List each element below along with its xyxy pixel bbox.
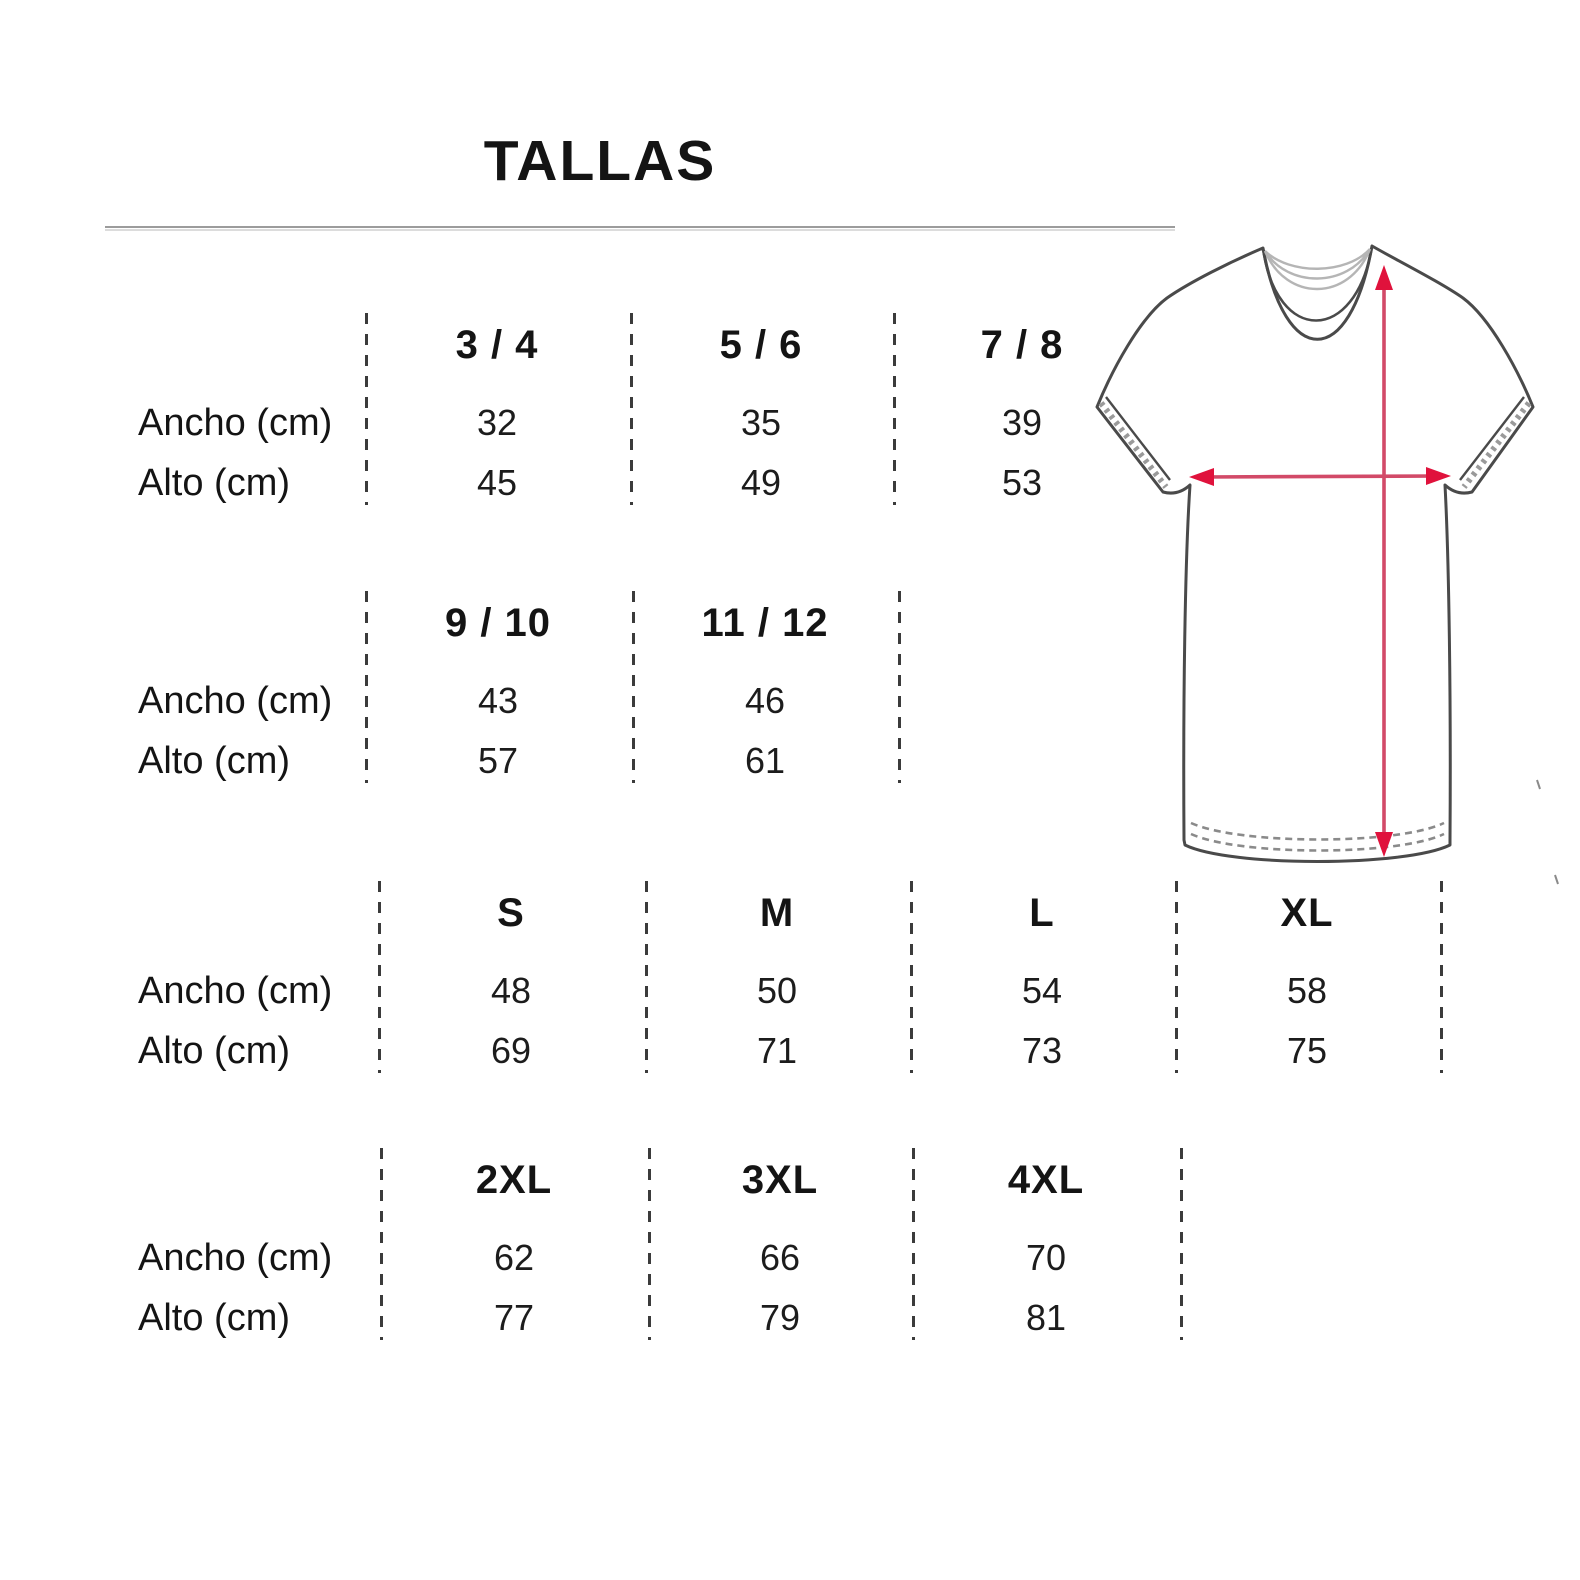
tshirt-outline <box>1097 246 1533 862</box>
column-divider <box>1175 881 1178 1073</box>
height-value: 49 <box>740 462 782 503</box>
width-value: 50 <box>756 970 798 1011</box>
width-value: 48 <box>490 970 532 1011</box>
speck <box>1555 875 1558 884</box>
height-value: 53 <box>1001 462 1043 503</box>
size-header: 2XL <box>475 1158 553 1202</box>
column-divider <box>893 313 896 505</box>
column-divider <box>380 1148 383 1340</box>
height-row-label: Alto (cm) <box>138 1297 290 1339</box>
column-divider <box>912 1148 915 1340</box>
column-divider <box>1180 1148 1183 1340</box>
width-value: 54 <box>1021 970 1063 1011</box>
column-divider <box>645 881 648 1073</box>
width-value: 58 <box>1286 970 1328 1011</box>
size-group-adult <box>0 881 1580 1076</box>
title-divider <box>105 226 1175 228</box>
width-value: 62 <box>493 1237 535 1278</box>
size-header: 3XL <box>741 1158 819 1202</box>
size-header: S <box>497 891 525 935</box>
width-row-label: Ancho (cm) <box>138 970 333 1012</box>
column-divider <box>1440 881 1443 1073</box>
height-row-label: Alto (cm) <box>138 462 290 504</box>
width-row-label: Ancho (cm) <box>138 402 333 444</box>
width-row-label: Ancho (cm) <box>138 680 333 722</box>
width-value: 46 <box>744 680 786 721</box>
width-row-label: Ancho (cm) <box>138 1237 333 1279</box>
height-value: 79 <box>759 1297 801 1338</box>
height-value: 61 <box>744 740 786 781</box>
column-divider <box>378 881 381 1073</box>
height-value: 45 <box>476 462 518 503</box>
tshirt-diagram <box>1050 220 1580 900</box>
height-value: 71 <box>756 1030 798 1071</box>
height-value: 75 <box>1286 1030 1328 1071</box>
column-divider <box>910 881 913 1073</box>
size-header: 11 / 12 <box>701 601 829 645</box>
size-header: M <box>759 891 795 935</box>
size-header: 7 / 8 <box>980 323 1064 367</box>
column-divider <box>630 313 633 505</box>
height-row-label: Alto (cm) <box>138 740 290 782</box>
width-value: 70 <box>1025 1237 1067 1278</box>
size-header: 5 / 6 <box>719 323 803 367</box>
width-value: 66 <box>759 1237 801 1278</box>
height-value: 73 <box>1021 1030 1063 1071</box>
size-header: 3 / 4 <box>455 323 539 367</box>
height-value: 77 <box>493 1297 535 1338</box>
size-header: XL <box>1280 891 1334 935</box>
width-value: 43 <box>477 680 519 721</box>
height-row-label: Alto (cm) <box>138 1030 290 1072</box>
size-group-plus <box>0 1148 1580 1343</box>
column-divider <box>648 1148 651 1340</box>
page-title: TALLAS <box>483 129 717 193</box>
height-value: 81 <box>1025 1297 1067 1338</box>
height-value: 57 <box>477 740 519 781</box>
size-header: 9 / 10 <box>444 601 552 645</box>
size-header: 4XL <box>1007 1158 1085 1202</box>
height-value: 69 <box>490 1030 532 1071</box>
size-header: L <box>1029 891 1055 935</box>
speck <box>1537 780 1540 789</box>
column-divider <box>898 591 901 783</box>
column-divider <box>632 591 635 783</box>
width-value: 32 <box>476 402 518 443</box>
width-value: 35 <box>740 402 782 443</box>
width-value: 39 <box>1001 402 1043 443</box>
